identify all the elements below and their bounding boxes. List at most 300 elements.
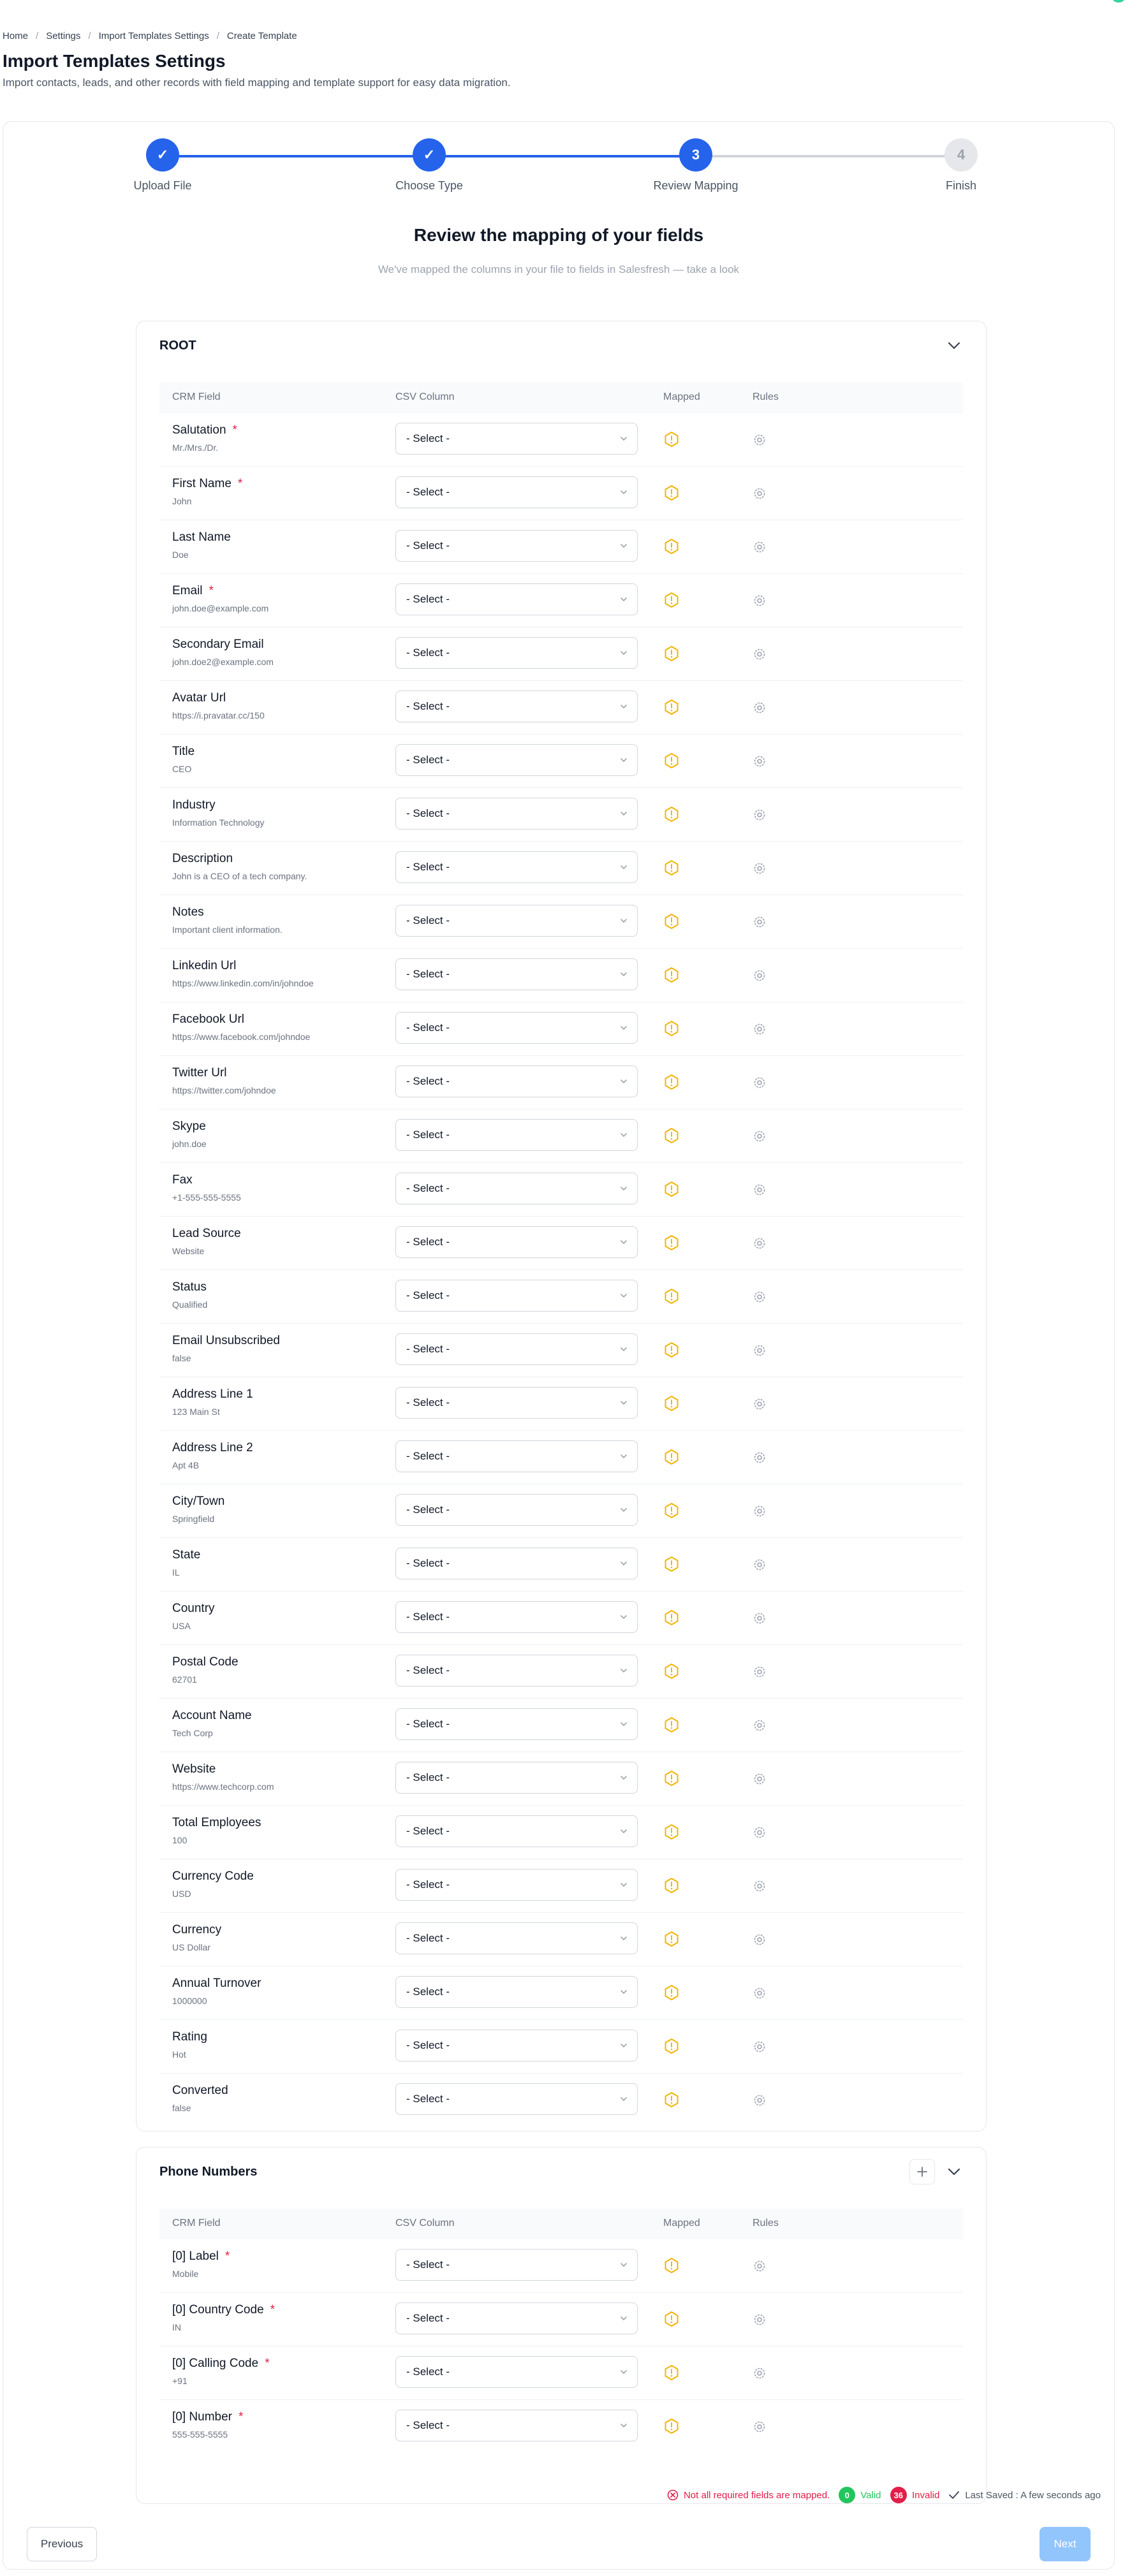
select-value: - Select - [406,1718,450,1730]
field-name-text: Skype [172,1120,206,1133]
field-name-text: [0] Label [172,2250,219,2263]
gear-icon[interactable] [753,2259,767,2273]
warning-hexagon-icon [663,752,680,769]
table-row [159,2239,963,2293]
csv-column-select[interactable] [395,1708,638,1740]
csv-column-select[interactable] [395,851,638,883]
field-sample: Important client information. [172,925,283,935]
warning-hexagon-icon [663,2091,680,2108]
select-value: - Select - [406,1611,450,1623]
table-row [159,2074,963,2127]
gear-icon[interactable] [753,1343,767,1358]
chevron-down-icon [619,1184,628,1193]
field-sample: Information Technology [172,817,265,828]
breadcrumb-import-templates[interactable]: Import Templates Settings [98,31,209,41]
select-value: - Select - [406,1504,450,1516]
select-value: - Select - [406,2093,450,2105]
gear-icon[interactable] [753,1076,767,1090]
field-sample: Apt 4B [172,1460,200,1470]
field-name [172,584,214,598]
field-sample: IN [172,2322,181,2332]
col-csv-column: CSV Column [395,392,455,402]
table-row [159,1592,963,1645]
field-sample: 123 Main St [172,1407,220,1417]
warning-hexagon-icon [663,1984,680,2001]
gear-icon[interactable] [753,2040,767,2054]
table-row [159,2020,963,2074]
select-value: - Select - [406,1664,450,1676]
field-name [172,1548,200,1562]
csv-column-select[interactable] [395,637,638,669]
gear-icon[interactable] [753,2313,767,2327]
warning-hexagon-icon [663,1020,680,1037]
col-mapped: Mapped [663,392,700,402]
check-icon [948,2491,960,2499]
warning-hexagon-icon [663,1609,680,1626]
warning-hexagon-icon [663,860,680,876]
table-row [159,1645,963,1699]
gear-icon[interactable] [753,1986,767,2000]
chevron-down-icon [619,1291,628,1300]
field-sample: john.doe [172,1139,207,1149]
warning-hexagon-icon [663,1824,680,1840]
field-sample: false [172,1353,191,1363]
csv-column-select[interactable] [395,1065,638,1097]
last-saved [948,2490,1101,2501]
table-row [159,735,963,788]
csv-column-select[interactable] [395,2249,638,2281]
valid-label: Valid [860,2489,881,2501]
select-value: - Select - [406,1236,450,1248]
csv-column-select[interactable] [395,1815,638,1847]
warning-hexagon-icon [663,538,680,555]
warning-hexagon-icon [663,967,680,983]
csv-column-select[interactable] [395,1012,638,1044]
chevron-down-icon [619,434,628,443]
valid-count: 0 [839,2487,855,2503]
select-value: - Select - [406,1343,450,1355]
warning-hexagon-icon [663,1342,680,1358]
required-asterisk: * [270,2303,276,2316]
field-name [172,1334,280,1348]
warning-hexagon-icon [663,2038,680,2054]
breadcrumb-home[interactable]: Home [3,31,29,41]
field-sample: 1000000 [172,1996,207,2006]
field-name-text: Salutation [172,423,226,437]
breadcrumb-separator: / [216,31,219,41]
gear-icon[interactable] [753,1558,767,1572]
select-value: - Select - [406,2258,450,2271]
step-connector [696,155,961,157]
field-name [172,1870,254,1884]
field-name-text: Annual Turnover [172,1977,261,1990]
select-value: - Select - [406,1129,450,1141]
field-name [172,1923,221,1937]
review-subtitle: We've mapped the columns in your file to fields in Salesfresh — take a look [378,263,740,275]
chevron-down-icon [619,2421,628,2430]
csv-column-select[interactable] [395,423,638,455]
table-row [159,1966,963,2020]
field-name-text: Rating [172,2030,207,2044]
field-sample: CEO [172,764,192,774]
select-value: - Select - [406,807,450,819]
field-name-text: Converted [172,2084,228,2097]
invalid-count-badge [890,2487,940,2503]
csv-column-select[interactable] [395,1548,638,1579]
field-name [172,1173,193,1187]
table-row [159,842,963,895]
field-name-text: Currency [172,1923,222,1936]
chevron-down-icon [619,1613,628,1621]
breadcrumb [3,31,297,41]
phone-section [136,2147,987,2504]
chevron-down-icon [619,916,628,925]
csv-column-select[interactable] [395,1922,638,1954]
chevron-down-icon [619,1131,628,1139]
select-value: - Select - [406,1771,450,1783]
field-name [172,1977,261,1991]
field-name [172,905,204,919]
chevron-down-icon [619,1827,628,1836]
select-value: - Select - [406,914,450,926]
chevron-down-icon [619,1666,628,1675]
field-sample: +1-555-555-5555 [172,1192,241,1203]
status-dot [1111,0,1126,3]
select-value: - Select - [406,1932,450,1944]
step-1-check-icon: ✓ [146,138,179,172]
table-row [159,627,963,681]
field-name [172,2084,228,2098]
gear-icon[interactable] [753,1718,767,1732]
field-name [172,1655,239,1669]
warning-hexagon-icon [663,1074,680,1090]
field-sample: https://www.facebook.com/johndoe [172,1032,311,1042]
csv-column-select[interactable] [395,798,638,830]
warning-hexagon-icon [663,1181,680,1197]
gear-icon[interactable] [753,754,767,768]
csv-column-select[interactable] [395,2083,638,2115]
field-name-text: Website [172,1762,216,1776]
stepper [3,122,1114,211]
csv-column-select[interactable] [395,1976,638,2008]
field-sample: https://www.linkedin.com/in/johndoe [172,978,314,988]
field-sample: USD [172,1889,191,1899]
gear-icon[interactable] [753,861,767,875]
field-name-text: Total Employees [172,1816,261,1829]
csv-column-select[interactable] [395,1226,638,1258]
gear-icon[interactable] [753,1879,767,1893]
gear-icon[interactable] [753,701,767,715]
breadcrumb-create-template: Create Template [226,31,297,41]
gear-icon[interactable] [753,808,767,822]
table-row [159,681,963,735]
csv-column-select[interactable] [395,1173,638,1204]
field-name-text: Facebook Url [172,1013,244,1026]
gear-icon[interactable] [753,2093,767,2107]
warning-hexagon-icon [663,1502,680,1519]
table-row [159,574,963,627]
page-title: Import Templates Settings [3,51,226,71]
warning-hexagon-icon [663,2311,680,2327]
field-name-text: Address Line 1 [172,1387,253,1401]
gear-icon[interactable] [753,1022,767,1036]
warning-hexagon-icon [663,2257,680,2274]
warning-hexagon-icon [663,699,680,715]
field-name [172,1280,207,1294]
gear-icon[interactable] [753,2366,767,2380]
chevron-down-icon [619,2041,628,2050]
root-section [136,321,987,2132]
gear-icon[interactable] [753,433,767,447]
field-name-text: Postal Code [172,1655,239,1669]
chevron-down-icon [619,1559,628,1568]
select-value: - Select - [406,968,450,980]
gear-icon[interactable] [753,647,767,661]
required-asterisk: * [209,584,214,597]
previous-button[interactable]: Previous [27,2527,97,2561]
csv-column-select[interactable] [395,905,638,937]
field-sample: Hot [172,2049,186,2060]
phone-section-title: Phone Numbers [159,2164,258,2179]
gear-icon[interactable] [753,1183,767,1197]
csv-column-select[interactable] [395,530,638,562]
table-header [159,383,963,413]
warning-hexagon-icon [663,1877,680,1894]
field-sample: false [172,2103,191,2113]
field-name-text: First Name [172,477,231,490]
field-sample: Qualified [172,1299,208,1310]
chevron-down-icon[interactable] [945,337,963,355]
field-sample: USA [172,1621,191,1631]
table-row [159,2293,963,2346]
table-row [159,1806,963,1859]
gear-icon[interactable] [753,915,767,929]
table-row [159,467,963,520]
select-value: - Select - [406,1075,450,1087]
field-name-text: Address Line 2 [172,1441,253,1454]
gear-icon[interactable] [753,1933,767,1947]
gear-icon[interactable] [753,540,767,554]
gear-icon[interactable] [753,1129,767,1143]
field-name [172,1762,216,1776]
gear-icon[interactable] [753,1236,767,1250]
field-name [172,2357,270,2371]
csv-column-select[interactable] [395,583,638,615]
csv-column-select[interactable] [395,1119,638,1151]
table-row [159,1752,963,1806]
field-sample: Tech Corp [172,1728,213,1738]
chevron-down-icon [619,863,628,872]
next-button[interactable]: Next [1040,2527,1091,2561]
csv-column-select[interactable] [395,1387,638,1419]
field-name-text: Avatar Url [172,691,226,705]
required-asterisk: * [238,2410,244,2424]
table-row [159,788,963,842]
field-name-text: Title [172,745,195,758]
csv-column-select[interactable] [395,691,638,722]
field-name-text: State [172,1548,201,1562]
field-sample: john.doe2@example.com [172,657,274,667]
chevron-down-icon [619,1934,628,1943]
required-asterisk: * [237,477,243,490]
gear-icon[interactable] [753,594,767,608]
field-name-text: Email Unsubscribed [172,1334,280,1347]
root-section-title: ROOT [159,338,196,353]
csv-column-select[interactable] [395,2356,638,2388]
warning-hexagon-icon [663,592,680,608]
col-rules: Rules [753,392,779,402]
warning-hexagon-icon [663,1556,680,1572]
gear-icon[interactable] [753,1504,767,1518]
csv-column-select[interactable] [395,476,638,508]
chevron-down-icon [619,1720,628,1729]
chevron-down-icon [619,595,628,604]
step-4-label: Finish [945,179,976,192]
field-sample: +91 [172,2376,187,2386]
col-crm-field: CRM Field [172,2218,221,2228]
field-name [172,745,195,759]
chevron-down-icon [619,1773,628,1782]
step-connector [430,155,696,157]
step-3-label: Review Mapping [653,179,739,192]
step-3-number: 3 [679,138,712,172]
breadcrumb-separator: / [36,31,39,41]
csv-column-select[interactable] [395,1333,638,1365]
required-asterisk: * [265,2357,270,2370]
field-name [172,2030,207,2044]
csv-column-select[interactable] [395,1869,638,1901]
invalid-count: 36 [890,2487,907,2503]
error-circle-icon [667,2489,679,2501]
select-value: - Select - [406,593,450,605]
field-name [172,798,216,812]
gear-icon[interactable] [753,1397,767,1411]
field-sample: John [172,496,192,506]
field-sample: https://www.techcorp.com [172,1782,274,1792]
step-1-label: Upload File [133,179,192,192]
select-value: - Select - [406,1878,450,1891]
chevron-down-icon[interactable] [945,2163,963,2181]
field-sample: Mr./Mrs./Dr. [172,443,219,453]
csv-column-select[interactable] [395,1601,638,1633]
breadcrumb-settings[interactable]: Settings [46,31,81,41]
warning-hexagon-icon [663,1449,680,1465]
field-name [172,638,264,652]
select-value: - Select - [406,539,450,552]
add-phone-button[interactable] [909,2159,935,2184]
warning-hexagon-icon [663,1716,680,1733]
gear-icon[interactable] [753,1290,767,1304]
select-value: - Select - [406,2419,450,2431]
select-value: - Select - [406,1825,450,1837]
table-row [159,2346,963,2400]
chevron-down-icon [619,1880,628,1889]
table-row [159,895,963,949]
select-value: - Select - [406,1021,450,1034]
select-value: - Select - [406,2039,450,2051]
csv-column-select[interactable] [395,1762,638,1794]
csv-column-select[interactable] [395,958,638,990]
warning-hexagon-icon [663,645,680,662]
chevron-down-icon [619,648,628,657]
chevron-down-icon [619,756,628,765]
col-crm-field: CRM Field [172,392,221,402]
warning-hexagon-icon [663,913,680,930]
warning-hexagon-icon [663,2364,680,2381]
gear-icon[interactable] [753,487,767,501]
field-name [172,1602,215,1616]
csv-column-select[interactable] [395,1440,638,1472]
breadcrumb-separator: / [88,31,91,41]
csv-column-select[interactable] [395,2302,638,2334]
field-name-text: Notes [172,905,204,919]
field-name-text: [0] Number [172,2410,232,2424]
table-row [159,1913,963,1966]
gear-icon[interactable] [753,1451,767,1465]
table-row [159,1699,963,1752]
gear-icon[interactable] [753,969,767,983]
chevron-down-icon [619,488,628,497]
csv-column-select[interactable] [395,2410,638,2441]
warning-hexagon-icon [663,1931,680,1947]
page-subtitle: Import contacts, leads, and other records with field mapping and template support for easy data migration. [3,77,511,89]
gear-icon[interactable] [753,1772,767,1786]
gear-icon[interactable] [753,1611,767,1625]
field-name [172,1816,261,1830]
step-connector [163,155,430,157]
gear-icon[interactable] [753,2420,767,2434]
select-value: - Select - [406,1289,450,1301]
table-row [159,1324,963,1377]
field-name [172,1013,244,1027]
field-name-text: Industry [172,798,216,812]
field-name-text: Secondary Email [172,638,264,651]
table-row [159,1109,963,1163]
gear-icon[interactable] [753,1665,767,1679]
field-name [172,2250,230,2264]
chevron-down-icon [619,1987,628,1996]
field-sample: 100 [172,1835,187,1845]
invalid-label: Invalid [911,2489,940,2501]
warning-hexagon-icon [663,1770,680,1787]
csv-column-select[interactable] [395,2030,638,2061]
table-row [159,1163,963,1217]
csv-column-select[interactable] [395,1655,638,1687]
field-name [172,2410,243,2424]
field-name-text: Currency Code [172,1870,254,1883]
csv-column-select[interactable] [395,1280,638,1312]
warning-hexagon-icon [663,1288,680,1305]
field-sample: Doe [172,550,189,560]
required-asterisk: * [232,423,237,437]
field-name [172,423,237,437]
field-sample: US Dollar [172,1942,210,1952]
chevron-down-icon [619,1238,628,1247]
chevron-down-icon [619,1452,628,1461]
chevron-down-icon [619,809,628,818]
gear-icon[interactable] [753,1826,767,1840]
footer-status [667,2487,1101,2503]
select-value: - Select - [406,1986,450,1998]
csv-column-select[interactable] [395,1494,638,1526]
select-value: - Select - [406,754,450,766]
field-sample: IL [172,1567,180,1577]
field-sample: Mobile [172,2269,199,2279]
field-name [172,1120,206,1134]
col-rules: Rules [753,2218,779,2228]
csv-column-select[interactable] [395,744,638,776]
field-sample: https://i.pravatar.cc/150 [172,710,265,721]
